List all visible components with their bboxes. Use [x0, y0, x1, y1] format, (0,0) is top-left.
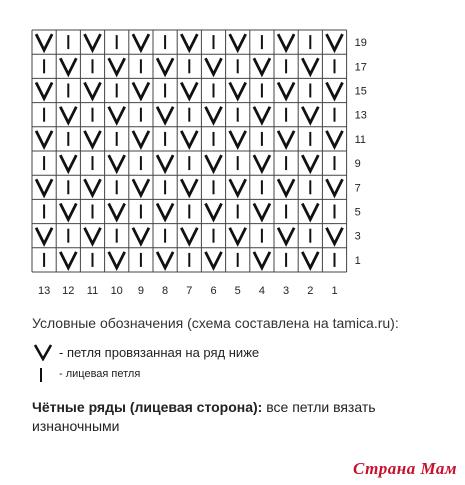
v-stitch-icon [230, 83, 246, 99]
v-stitch-icon [133, 131, 149, 147]
v-stitch-icon [85, 34, 101, 50]
legend-label-bar-stitch: - лицевая петля [59, 368, 141, 380]
v-stitch-icon [133, 34, 149, 50]
even-rows-note [32, 398, 442, 436]
column-label: 9 [137, 285, 144, 297]
v-stitch-icon [327, 83, 343, 99]
row-label: 15 [354, 85, 367, 98]
v-stitch-icon [60, 204, 76, 220]
column-label: 1 [331, 285, 338, 297]
column-label: 4 [258, 285, 265, 297]
v-stitch-icon [85, 179, 101, 195]
row-label: 3 [354, 230, 361, 243]
v-stitch-icon [85, 83, 101, 99]
column-label: 2 [307, 285, 314, 297]
v-stitch-icon [206, 204, 222, 220]
v-stitch-icon [327, 228, 343, 244]
column-label: 7 [186, 285, 193, 297]
row-label: 17 [354, 61, 367, 74]
v-stitch-icon [206, 107, 222, 123]
v-stitch-icon [302, 252, 318, 268]
v-stitch-icon [109, 252, 125, 268]
v-stitch-icon [157, 58, 173, 74]
column-label: 10 [110, 285, 123, 297]
v-stitch-icon [254, 58, 270, 74]
v-stitch-icon [302, 107, 318, 123]
v-stitch-icon [109, 155, 125, 171]
v-stitch-icon [36, 179, 52, 195]
v-stitch-icon [85, 228, 101, 244]
v-stitch-icon [254, 252, 270, 268]
row-label: 19 [354, 37, 367, 50]
v-stitch-icon [133, 179, 149, 195]
v-stitch-icon [181, 131, 197, 147]
v-stitch-icon [60, 107, 76, 123]
v-stitch-icon [181, 179, 197, 195]
v-stitch-icon [181, 83, 197, 99]
v-stitch-icon [327, 34, 343, 50]
v-stitch-icon [278, 131, 294, 147]
v-stitch-icon [60, 155, 76, 171]
v-stitch-icon [157, 107, 173, 123]
v-stitch-icon [230, 228, 246, 244]
v-stitch-icon [254, 204, 270, 220]
row-label: 7 [354, 182, 361, 195]
v-stitch-icon [278, 179, 294, 195]
v-stitch-icon [85, 131, 101, 147]
row-label: 11 [354, 133, 367, 146]
v-stitch-icon [302, 204, 318, 220]
column-label: 13 [37, 285, 51, 297]
v-stitch-icon [157, 252, 173, 268]
v-stitch-icon [206, 58, 222, 74]
column-label: 12 [62, 285, 75, 297]
v-stitch-icon [302, 155, 318, 171]
v-stitch-icon [133, 228, 149, 244]
v-stitch-icon [254, 107, 270, 123]
v-stitch-icon [109, 107, 125, 123]
v-stitch-icon [181, 228, 197, 244]
v-stitch-icon [109, 204, 125, 220]
v-stitch-icon [33, 343, 53, 361]
column-label: 3 [283, 285, 290, 297]
v-stitch-icon [230, 179, 246, 195]
bar-stitch-icon [38, 367, 44, 383]
v-stitch-icon [133, 83, 149, 99]
column-label: 8 [162, 285, 169, 297]
v-stitch-icon [302, 58, 318, 74]
watermark-logo: Страна Мам [352, 459, 457, 478]
v-stitch-icon [181, 34, 197, 50]
v-stitch-icon [327, 179, 343, 195]
row-label: 5 [354, 206, 361, 219]
v-stitch-icon [157, 204, 173, 220]
v-stitch-icon [36, 131, 52, 147]
v-stitch-icon [206, 252, 222, 268]
v-stitch-icon [36, 34, 52, 50]
v-stitch-icon [109, 58, 125, 74]
column-label: 11 [86, 285, 99, 297]
v-stitch-icon [36, 83, 52, 99]
even-rows-note-text: все петли вязать изнаночными [32, 399, 376, 434]
v-stitch-icon [254, 155, 270, 171]
row-label: 13 [354, 109, 367, 122]
column-label: 5 [234, 285, 241, 297]
v-stitch-icon [206, 155, 222, 171]
v-stitch-icon [157, 155, 173, 171]
v-stitch-icon [327, 131, 343, 147]
legend-label-v-stitch: - петля провязанная на ряд ниже [59, 345, 260, 360]
v-stitch-icon [278, 228, 294, 244]
v-stitch-icon [278, 83, 294, 99]
v-stitch-icon [230, 131, 246, 147]
legend-heading: Условные обозначения (схема составлена на tamica.ru): [32, 315, 399, 331]
even-rows-note-bold: Чётные ряды (лицевая сторона): [32, 399, 263, 415]
v-stitch-icon [36, 228, 52, 244]
v-stitch-icon [60, 252, 76, 268]
v-stitch-icon [230, 34, 246, 50]
v-stitch-icon [278, 34, 294, 50]
row-label: 1 [354, 254, 361, 267]
row-label: 9 [354, 158, 361, 171]
v-stitch-icon [60, 58, 76, 74]
column-label: 6 [210, 285, 217, 297]
